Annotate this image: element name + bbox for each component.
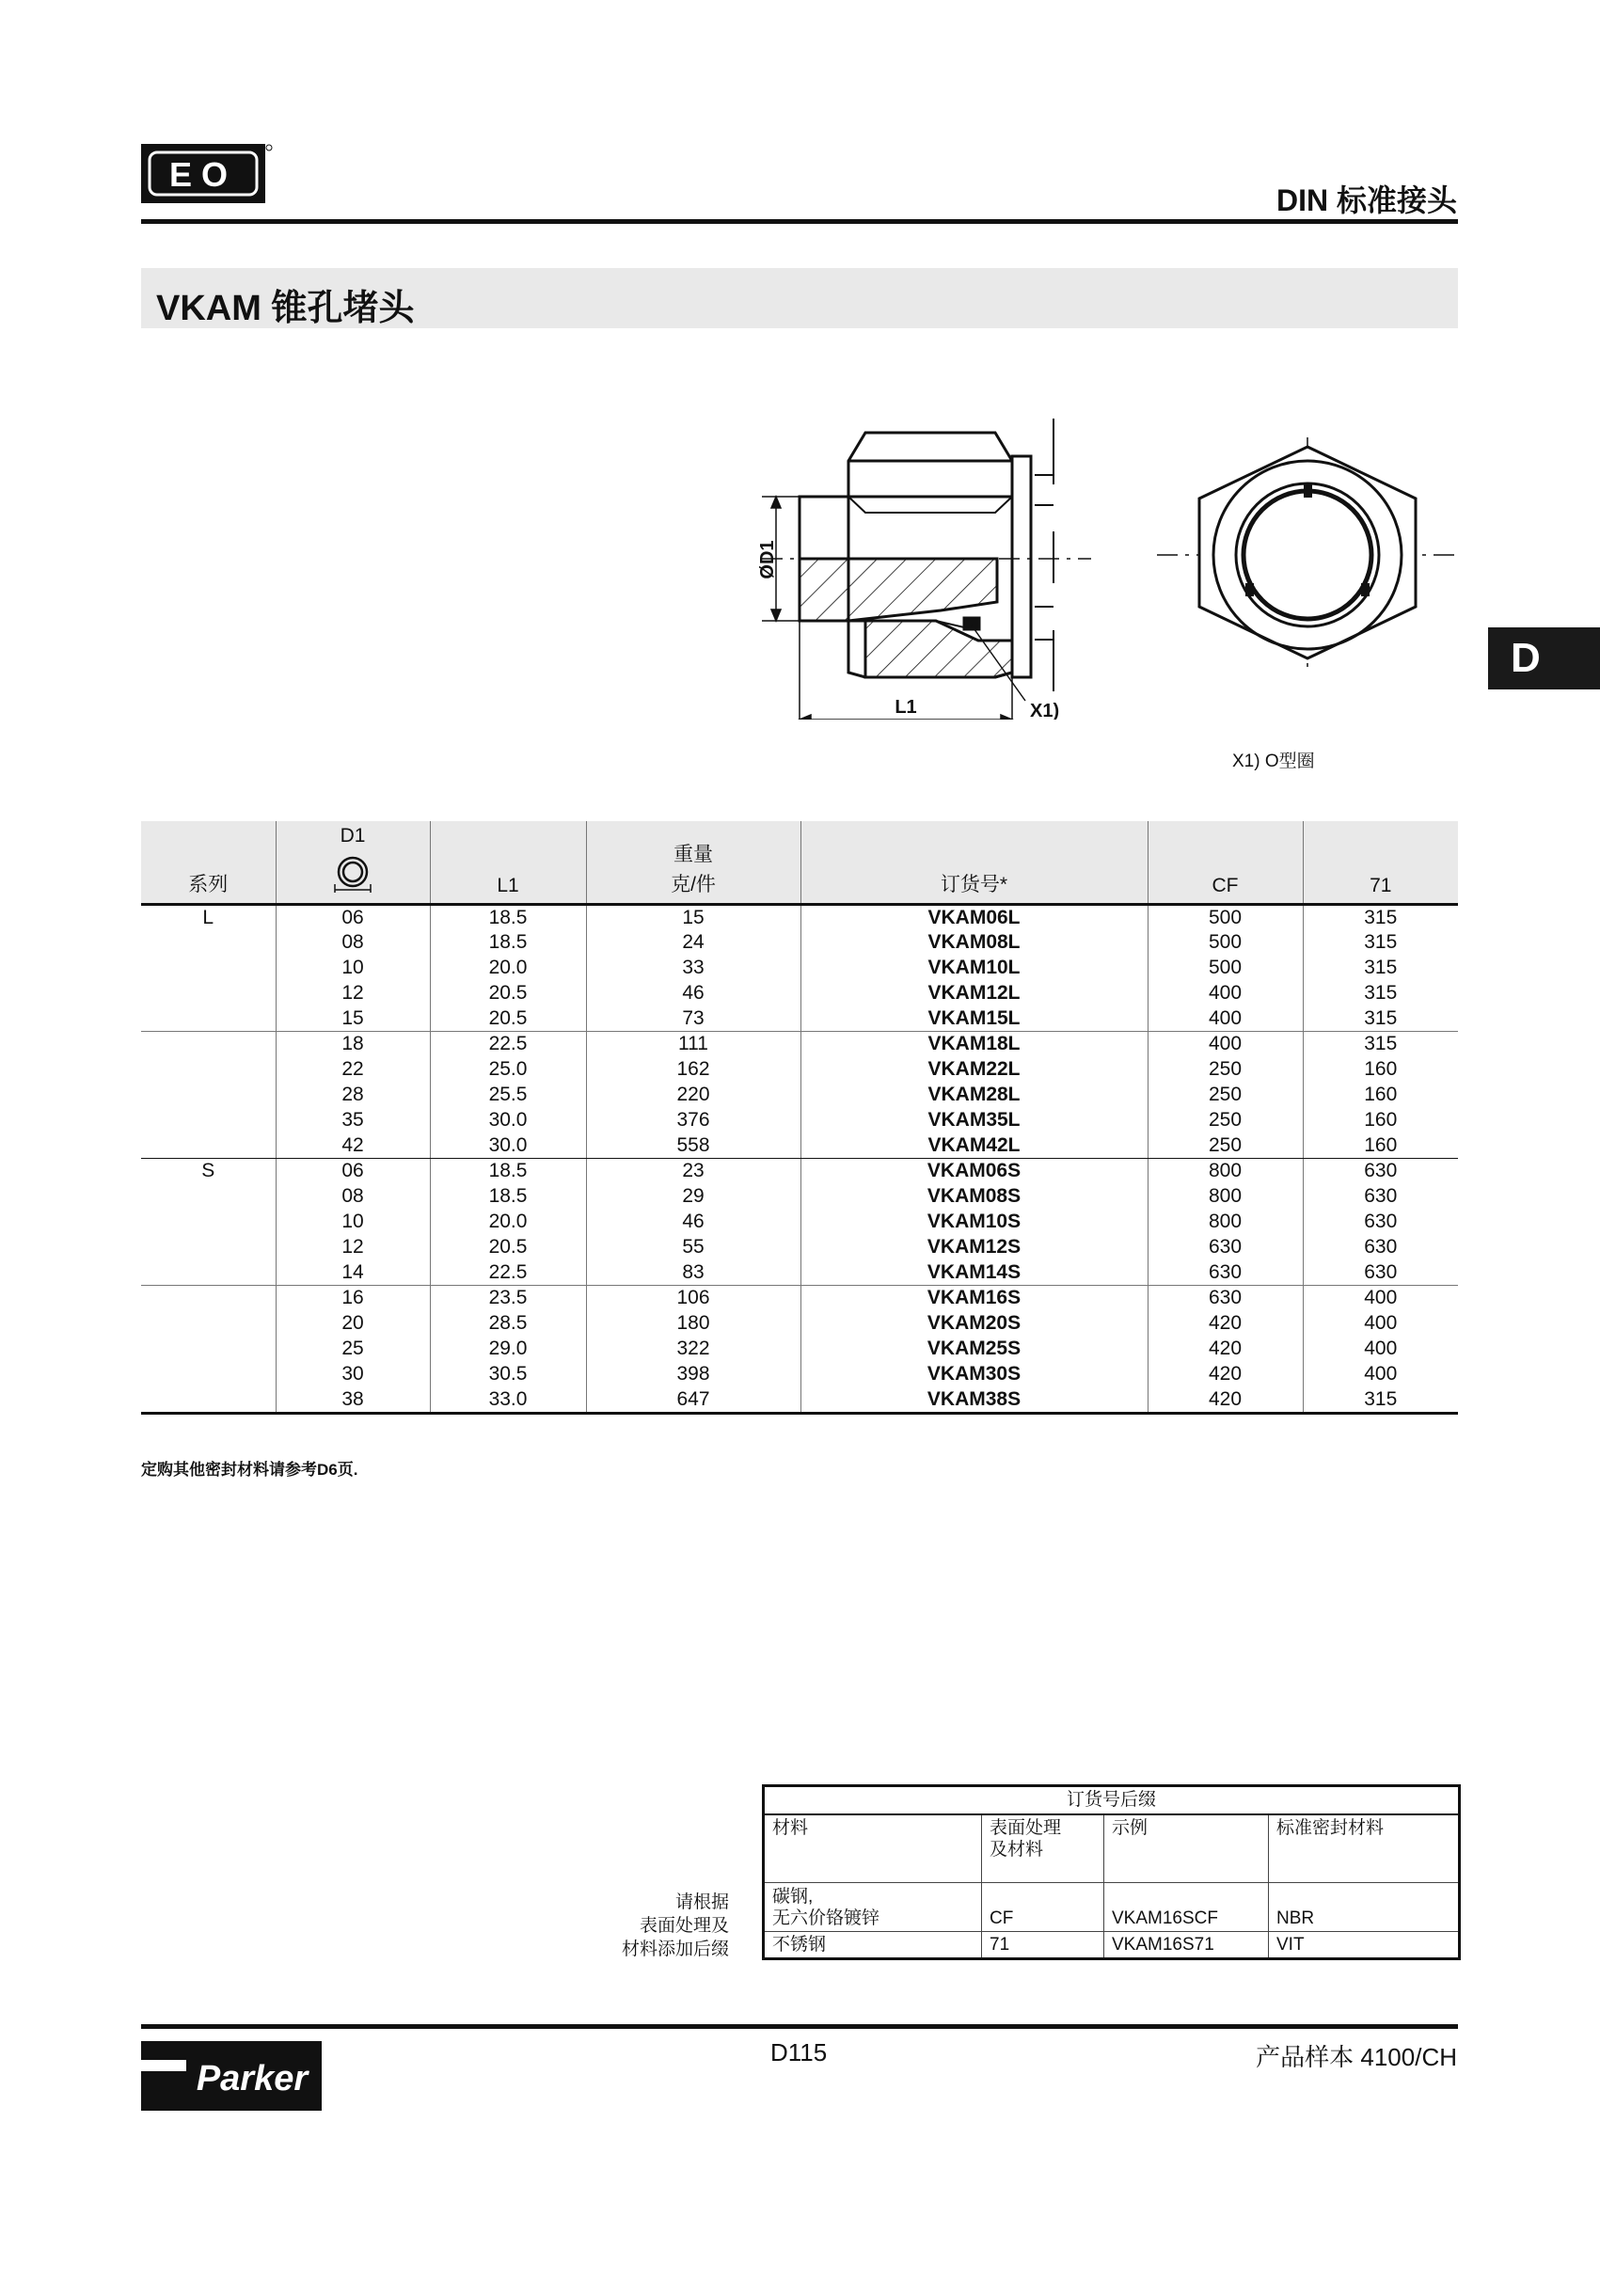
cell-d1: 25 [276,1337,430,1362]
x1-callout: X1) [1030,701,1060,720]
oring-note: X1) O型圈 [1232,752,1315,771]
cell-weight: 111 [586,1032,800,1057]
footer-rule [141,2024,1458,2029]
table-body [141,904,1458,1414]
suffix-material: 不锈钢 [764,1932,982,1959]
table-row [141,1057,1458,1083]
cell-order-code: VKAM10S [800,1210,1148,1235]
cell-order-code: VKAM20S [800,1311,1148,1337]
cell-l1: 22.5 [430,1260,586,1286]
end-view [1157,437,1458,673]
cell-71: 400 [1303,1362,1458,1387]
cell-71: 400 [1303,1311,1458,1337]
cell-l1: 30.0 [430,1108,586,1133]
cell-cf: 250 [1148,1057,1303,1083]
tube-section-icon [331,850,374,894]
header-weight [586,821,800,904]
table-row [141,1159,1458,1184]
cell-71: 630 [1303,1260,1458,1286]
table-row [141,1133,1458,1159]
cell-l1: 20.0 [430,1210,586,1235]
table-row [141,1387,1458,1414]
cell-series [141,1362,276,1387]
cell-d1: 06 [276,904,430,930]
cell-weight: 398 [586,1362,800,1387]
table-row [141,1032,1458,1057]
cell-71: 400 [1303,1337,1458,1362]
cell-order-code: VKAM08L [800,930,1148,956]
cell-series [141,1337,276,1362]
cell-d1: 35 [276,1108,430,1133]
suffix-caption-line: 材料添加后缀 [621,1940,729,1959]
cell-l1: 25.5 [430,1083,586,1108]
parker-logo-text: Parker [196,2059,309,2098]
cell-cf: 800 [1148,1184,1303,1210]
cell-order-code: VKAM35L [800,1108,1148,1133]
cell-order-code: VKAM06L [800,904,1148,930]
cell-series [141,1387,276,1414]
cell-order-code: VKAM25S [800,1337,1148,1362]
header-cf: CF [1148,821,1303,904]
table-row [141,956,1458,981]
cell-weight: 180 [586,1311,800,1337]
cell-cf: 420 [1148,1387,1303,1414]
suffix-material-line: 无六价铬镀锌 [772,1908,880,1928]
cell-l1: 18.5 [430,1159,586,1184]
seal-note: 定购其他密封材料请参考D6页. [141,1461,358,1479]
cell-series [141,1108,276,1133]
cell-71: 630 [1303,1184,1458,1210]
suffix-header-material: 材料 [764,1814,982,1883]
table-row [141,1286,1458,1311]
cell-series [141,1133,276,1159]
header-series: 系列 [141,821,276,904]
cell-d1: 16 [276,1286,430,1311]
cell-l1: 20.0 [430,956,586,981]
cell-series [141,1311,276,1337]
side-view [800,419,1053,691]
cell-weight: 55 [586,1235,800,1260]
header-rule [141,219,1458,224]
cell-weight: 558 [586,1133,800,1159]
cell-weight: 29 [586,1184,800,1210]
cell-series [141,981,276,1006]
cell-d1: 10 [276,1210,430,1235]
dimensions-table [141,821,1458,1415]
suffix-caption-line: 请根据 [674,1892,729,1912]
cell-71: 315 [1303,1032,1458,1057]
cell-weight: 23 [586,1159,800,1184]
table-row [141,1337,1458,1362]
cell-order-code: VKAM15L [800,1006,1148,1032]
parker-logo [141,2041,322,2111]
cell-weight: 15 [586,904,800,930]
suffix-example: VKAM16SCF [1104,1883,1269,1932]
table-row [141,1006,1458,1032]
cell-l1: 20.5 [430,1235,586,1260]
cell-order-code: VKAM06S [800,1159,1148,1184]
cell-cf: 250 [1148,1108,1303,1133]
table-row [141,1083,1458,1108]
table-row [141,904,1458,930]
cell-weight: 46 [586,981,800,1006]
suffix-caption-line: 表面处理及 [639,1916,729,1936]
suffix-row [764,1932,1460,1959]
header-order-code: 订货号* [800,821,1148,904]
suffix-material [764,1883,982,1932]
cell-71: 630 [1303,1159,1458,1184]
suffix-header-seal: 标准密封材料 [1269,1814,1460,1883]
suffix-header-surface-line: 表面处理 [990,1817,1062,1838]
cell-cf: 500 [1148,904,1303,930]
cell-d1: 22 [276,1057,430,1083]
cell-71: 160 [1303,1057,1458,1083]
cell-cf: 420 [1148,1362,1303,1387]
page-title: VKAM 锥孔堵头 [156,289,415,328]
cell-series [141,1057,276,1083]
cell-71: 315 [1303,1006,1458,1032]
cell-l1: 20.5 [430,1006,586,1032]
cell-d1: 30 [276,1362,430,1387]
cell-l1: 33.0 [430,1387,586,1414]
table-row [141,1184,1458,1210]
cell-cf: 800 [1148,1159,1303,1184]
cell-71: 400 [1303,1286,1458,1311]
table-row [141,1235,1458,1260]
cell-series [141,930,276,956]
cell-cf: 400 [1148,1006,1303,1032]
header-71: 71 [1303,821,1458,904]
cell-cf: 800 [1148,1210,1303,1235]
cell-cf: 500 [1148,956,1303,981]
cell-d1: 08 [276,930,430,956]
cell-weight: 106 [586,1286,800,1311]
cell-weight: 33 [586,956,800,981]
cell-71: 315 [1303,930,1458,956]
header-weight-bottom: 克/件 [671,873,716,895]
header-title: DIN 标准接头 [1275,183,1457,217]
cell-weight: 73 [586,1006,800,1032]
cell-l1: 18.5 [430,904,586,930]
cell-l1: 25.0 [430,1057,586,1083]
table-row [141,1210,1458,1235]
cell-order-code: VKAM42L [800,1133,1148,1159]
header-l1: L1 [430,821,586,904]
cell-71: 160 [1303,1083,1458,1108]
suffix-seal: VIT [1269,1932,1460,1959]
cell-weight: 24 [586,930,800,956]
cell-l1: 30.5 [430,1362,586,1387]
cell-l1: 23.5 [430,1286,586,1311]
table-row [141,981,1458,1006]
cell-series [141,956,276,981]
cell-d1: 14 [276,1260,430,1286]
cell-series: S [201,1160,215,1182]
suffix-caption [564,1891,729,1961]
cell-series [141,1210,276,1235]
section-tab: D [1488,627,1600,689]
cell-71: 315 [1303,956,1458,981]
cell-d1: 06 [276,1159,430,1184]
cell-weight: 46 [586,1210,800,1235]
cell-d1: 28 [276,1083,430,1108]
cell-71: 630 [1303,1210,1458,1235]
cell-cf: 400 [1148,1032,1303,1057]
plug-drawing [724,419,1458,720]
cell-cf: 630 [1148,1260,1303,1286]
cell-l1: 20.5 [430,981,586,1006]
cell-cf: 630 [1148,1286,1303,1311]
cell-l1: 29.0 [430,1337,586,1362]
cell-series [141,1006,276,1032]
cell-l1: 18.5 [430,1184,586,1210]
cell-71: 315 [1303,1387,1458,1414]
dim-l1-label: L1 [895,697,917,718]
cell-weight: 83 [586,1260,800,1286]
cell-d1: 38 [276,1387,430,1414]
cell-weight: 220 [586,1083,800,1108]
cell-d1: 08 [276,1184,430,1210]
cell-series [141,1260,276,1286]
cell-order-code: VKAM22L [800,1057,1148,1083]
table-row [141,930,1458,956]
cell-d1: 12 [276,981,430,1006]
cell-71: 160 [1303,1133,1458,1159]
cell-l1: 22.5 [430,1032,586,1057]
suffix-seal: NBR [1269,1883,1460,1932]
cell-series [141,1235,276,1260]
cell-cf: 500 [1148,930,1303,956]
page-number: D115 [770,2038,828,2066]
cell-d1: 20 [276,1311,430,1337]
cell-d1: 10 [276,956,430,981]
dim-d1-label: ØD1 [757,540,778,579]
cell-series [141,1032,276,1057]
suffix-example: VKAM16S71 [1104,1932,1269,1959]
suffix-material-line: 碳钢, [772,1887,814,1907]
eo-logo [141,144,273,203]
suffix-header-surface-line: 及材料 [990,1839,1044,1860]
header-d1-label: D1 [340,825,366,847]
cell-order-code: VKAM38S [800,1387,1148,1414]
cell-d1: 42 [276,1133,430,1159]
eo-logo-text: EO [168,155,238,194]
cell-series: L [202,906,214,928]
cell-l1: 30.0 [430,1133,586,1159]
table-row [141,1108,1458,1133]
cell-cf: 420 [1148,1311,1303,1337]
header-d1 [276,821,430,904]
cell-cf: 250 [1148,1083,1303,1108]
cell-series [141,1083,276,1108]
cell-weight: 647 [586,1387,800,1414]
cell-d1: 12 [276,1235,430,1260]
cell-order-code: VKAM12L [800,981,1148,1006]
cell-order-code: VKAM16S [800,1286,1148,1311]
cell-cf: 250 [1148,1133,1303,1159]
cell-series [141,1286,276,1311]
cell-order-code: VKAM30S [800,1362,1148,1387]
suffix-table [762,1784,1461,1960]
cell-l1: 28.5 [430,1311,586,1337]
cell-order-code: VKAM08S [800,1184,1148,1210]
cell-cf: 630 [1148,1235,1303,1260]
cell-order-code: VKAM18L [800,1032,1148,1057]
cell-71: 315 [1303,904,1458,930]
cell-71: 160 [1303,1108,1458,1133]
cell-order-code: VKAM28L [800,1083,1148,1108]
cell-order-code: VKAM10L [800,956,1148,981]
cell-cf: 420 [1148,1337,1303,1362]
suffix-surface: 71 [982,1932,1104,1959]
header-weight-top: 重量 [673,843,713,865]
suffix-surface: CF [982,1883,1104,1932]
cell-order-code: VKAM12S [800,1235,1148,1260]
cell-71: 630 [1303,1235,1458,1260]
suffix-header-surface [982,1814,1104,1883]
cell-weight: 322 [586,1337,800,1362]
cell-d1: 18 [276,1032,430,1057]
cell-cf: 400 [1148,981,1303,1006]
suffix-header-example: 示例 [1104,1814,1269,1883]
catalog-number: 产品样本 4100/CH [1256,2043,1457,2071]
table-row [141,1362,1458,1387]
table-row [141,1311,1458,1337]
cell-d1: 15 [276,1006,430,1032]
cell-weight: 376 [586,1108,800,1133]
cell-order-code: VKAM14S [800,1260,1148,1286]
cell-71: 315 [1303,981,1458,1006]
suffix-row [764,1883,1460,1932]
table-header-row [141,821,1458,904]
table-row [141,1260,1458,1286]
suffix-title: 订货号后缀 [764,1786,1460,1814]
cell-l1: 18.5 [430,930,586,956]
cell-series [141,1184,276,1210]
cell-weight: 162 [586,1057,800,1083]
